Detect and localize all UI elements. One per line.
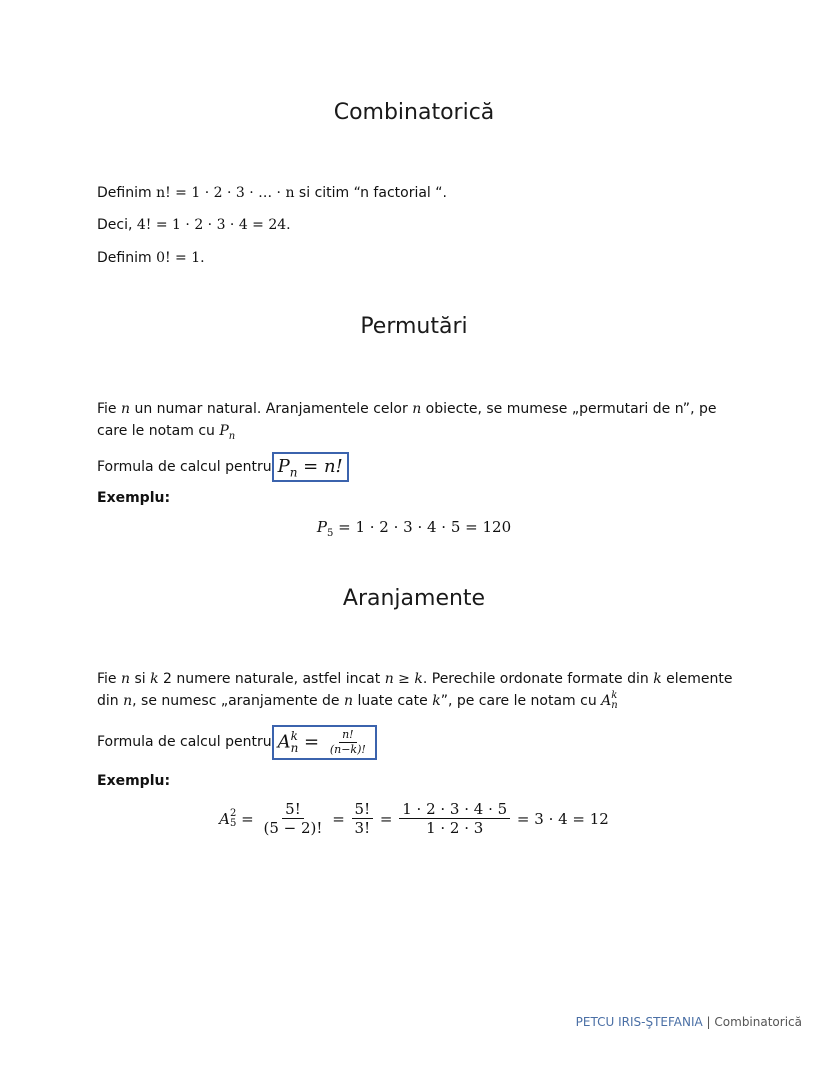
math-p: P (219, 423, 229, 439)
math-sub: n (611, 700, 618, 711)
intro-line-example (97, 214, 737, 236)
math-p: P (316, 518, 327, 536)
math-sub: n (290, 741, 299, 755)
math-scripts (611, 691, 617, 711)
permutari-definition (97, 398, 737, 442)
math-sub: n (228, 430, 236, 442)
math-eq: = (375, 809, 398, 828)
fraction-denominator: (n−k)! (329, 742, 366, 756)
aranjamente-definition (97, 668, 737, 712)
math-n: n (121, 401, 131, 417)
text: , se numesc „aranjamente de (132, 693, 344, 709)
permutari-formula-line (97, 452, 737, 482)
footer-author: PETCU IRIS-ŞTEFANIA (575, 1015, 703, 1029)
formula-label: Formula de calcul pentru (97, 734, 272, 750)
math-rest: = 1 · 2 · 3 · 4 · 5 = 120 (333, 518, 512, 536)
formula-fraction (327, 728, 369, 757)
math-n: n (121, 671, 131, 687)
footer-doc-title: Combinatorică (714, 1015, 802, 1029)
aranjamente-formula-box (272, 725, 377, 760)
math-sup: k (611, 690, 618, 701)
intro-line-factorial (97, 182, 737, 204)
math-sub: n (289, 465, 298, 480)
intro-text: si citim “n factorial “. (294, 185, 447, 201)
example-label: Exemplu: (97, 773, 171, 789)
equation-row (219, 800, 609, 837)
fraction-denominator: 3! (354, 819, 371, 837)
permutari-formula-box (272, 452, 349, 482)
math-a: A (277, 731, 291, 752)
aranjamente-formula-line (97, 722, 737, 762)
text: . Perechile ordonate formate din (422, 671, 654, 687)
fraction-3 (399, 800, 510, 837)
fraction-numerator: 1 · 2 · 3 · 4 · 5 (399, 800, 510, 819)
formula-label: Formula de calcul pentru (97, 459, 272, 475)
intro-line-zero (97, 247, 737, 269)
math-a: A (601, 693, 612, 709)
math-k: k (432, 693, 441, 709)
math-k: k (150, 671, 159, 687)
aranjamente-example-equation (0, 800, 828, 837)
intro-text: Deci, (97, 217, 137, 233)
math-sub: 5 (230, 817, 237, 829)
factorial-example: 4! = 1 · 2 · 3 · 4 = 24. (136, 217, 291, 233)
fraction-numerator: n! (339, 728, 357, 743)
math-sup: 2 (230, 807, 237, 819)
fraction-denominator: 1 · 2 · 3 (426, 819, 484, 837)
math-sub: 5 (326, 528, 334, 539)
factorial-formula: n! = 1 · 2 · 3 · … · n (156, 185, 295, 201)
math-rest: = 3 · 4 = 12 (512, 809, 609, 828)
math-p: P (277, 456, 290, 477)
math-n: n (343, 693, 354, 709)
text: obiecte, se mumese „permutari de n”, pe care le notam cu (97, 401, 717, 439)
text: luate cate (353, 693, 433, 709)
fraction-denominator: (5 − 2)! (263, 819, 323, 837)
permutari-example-equation (0, 518, 828, 539)
fraction-2 (352, 800, 374, 837)
math-rest: = n! (297, 456, 343, 477)
section-heading-aranjamente: Aranjamente (342, 586, 486, 611)
math-eq: = (327, 809, 350, 828)
text: Fie (97, 671, 121, 687)
intro-text: Definim (97, 250, 157, 266)
math-n: n (412, 401, 422, 417)
example-label: Exemplu: (97, 490, 171, 506)
intro-text: Definim (97, 185, 157, 201)
math-n: n (123, 693, 133, 709)
zero-factorial: 0! = 1. (156, 250, 205, 266)
text: Fie (97, 401, 121, 417)
text: ”, pe care le notam cu (440, 693, 602, 709)
math-a: A (219, 809, 230, 828)
footer-separator: | (702, 1015, 715, 1029)
text: un numar natural. Aranjamentele celor (130, 401, 413, 417)
math-sup: k (290, 729, 298, 743)
text: elemente din (97, 671, 733, 709)
fraction-numerator: 5! (352, 800, 374, 819)
math-eq: = (236, 809, 259, 828)
math-k: k (653, 671, 662, 687)
math-eq: = (298, 731, 325, 752)
page-title: Combinatorică (333, 100, 495, 125)
fraction-numerator: 5! (282, 800, 304, 819)
section-heading-permutari: Permutări (360, 314, 468, 339)
page-footer (576, 1015, 802, 1029)
fraction-1 (260, 800, 325, 837)
text: 2 numere naturale, astfel incat (158, 671, 385, 687)
math-inequality: n ≥ k (384, 671, 423, 687)
text: si (130, 671, 151, 687)
